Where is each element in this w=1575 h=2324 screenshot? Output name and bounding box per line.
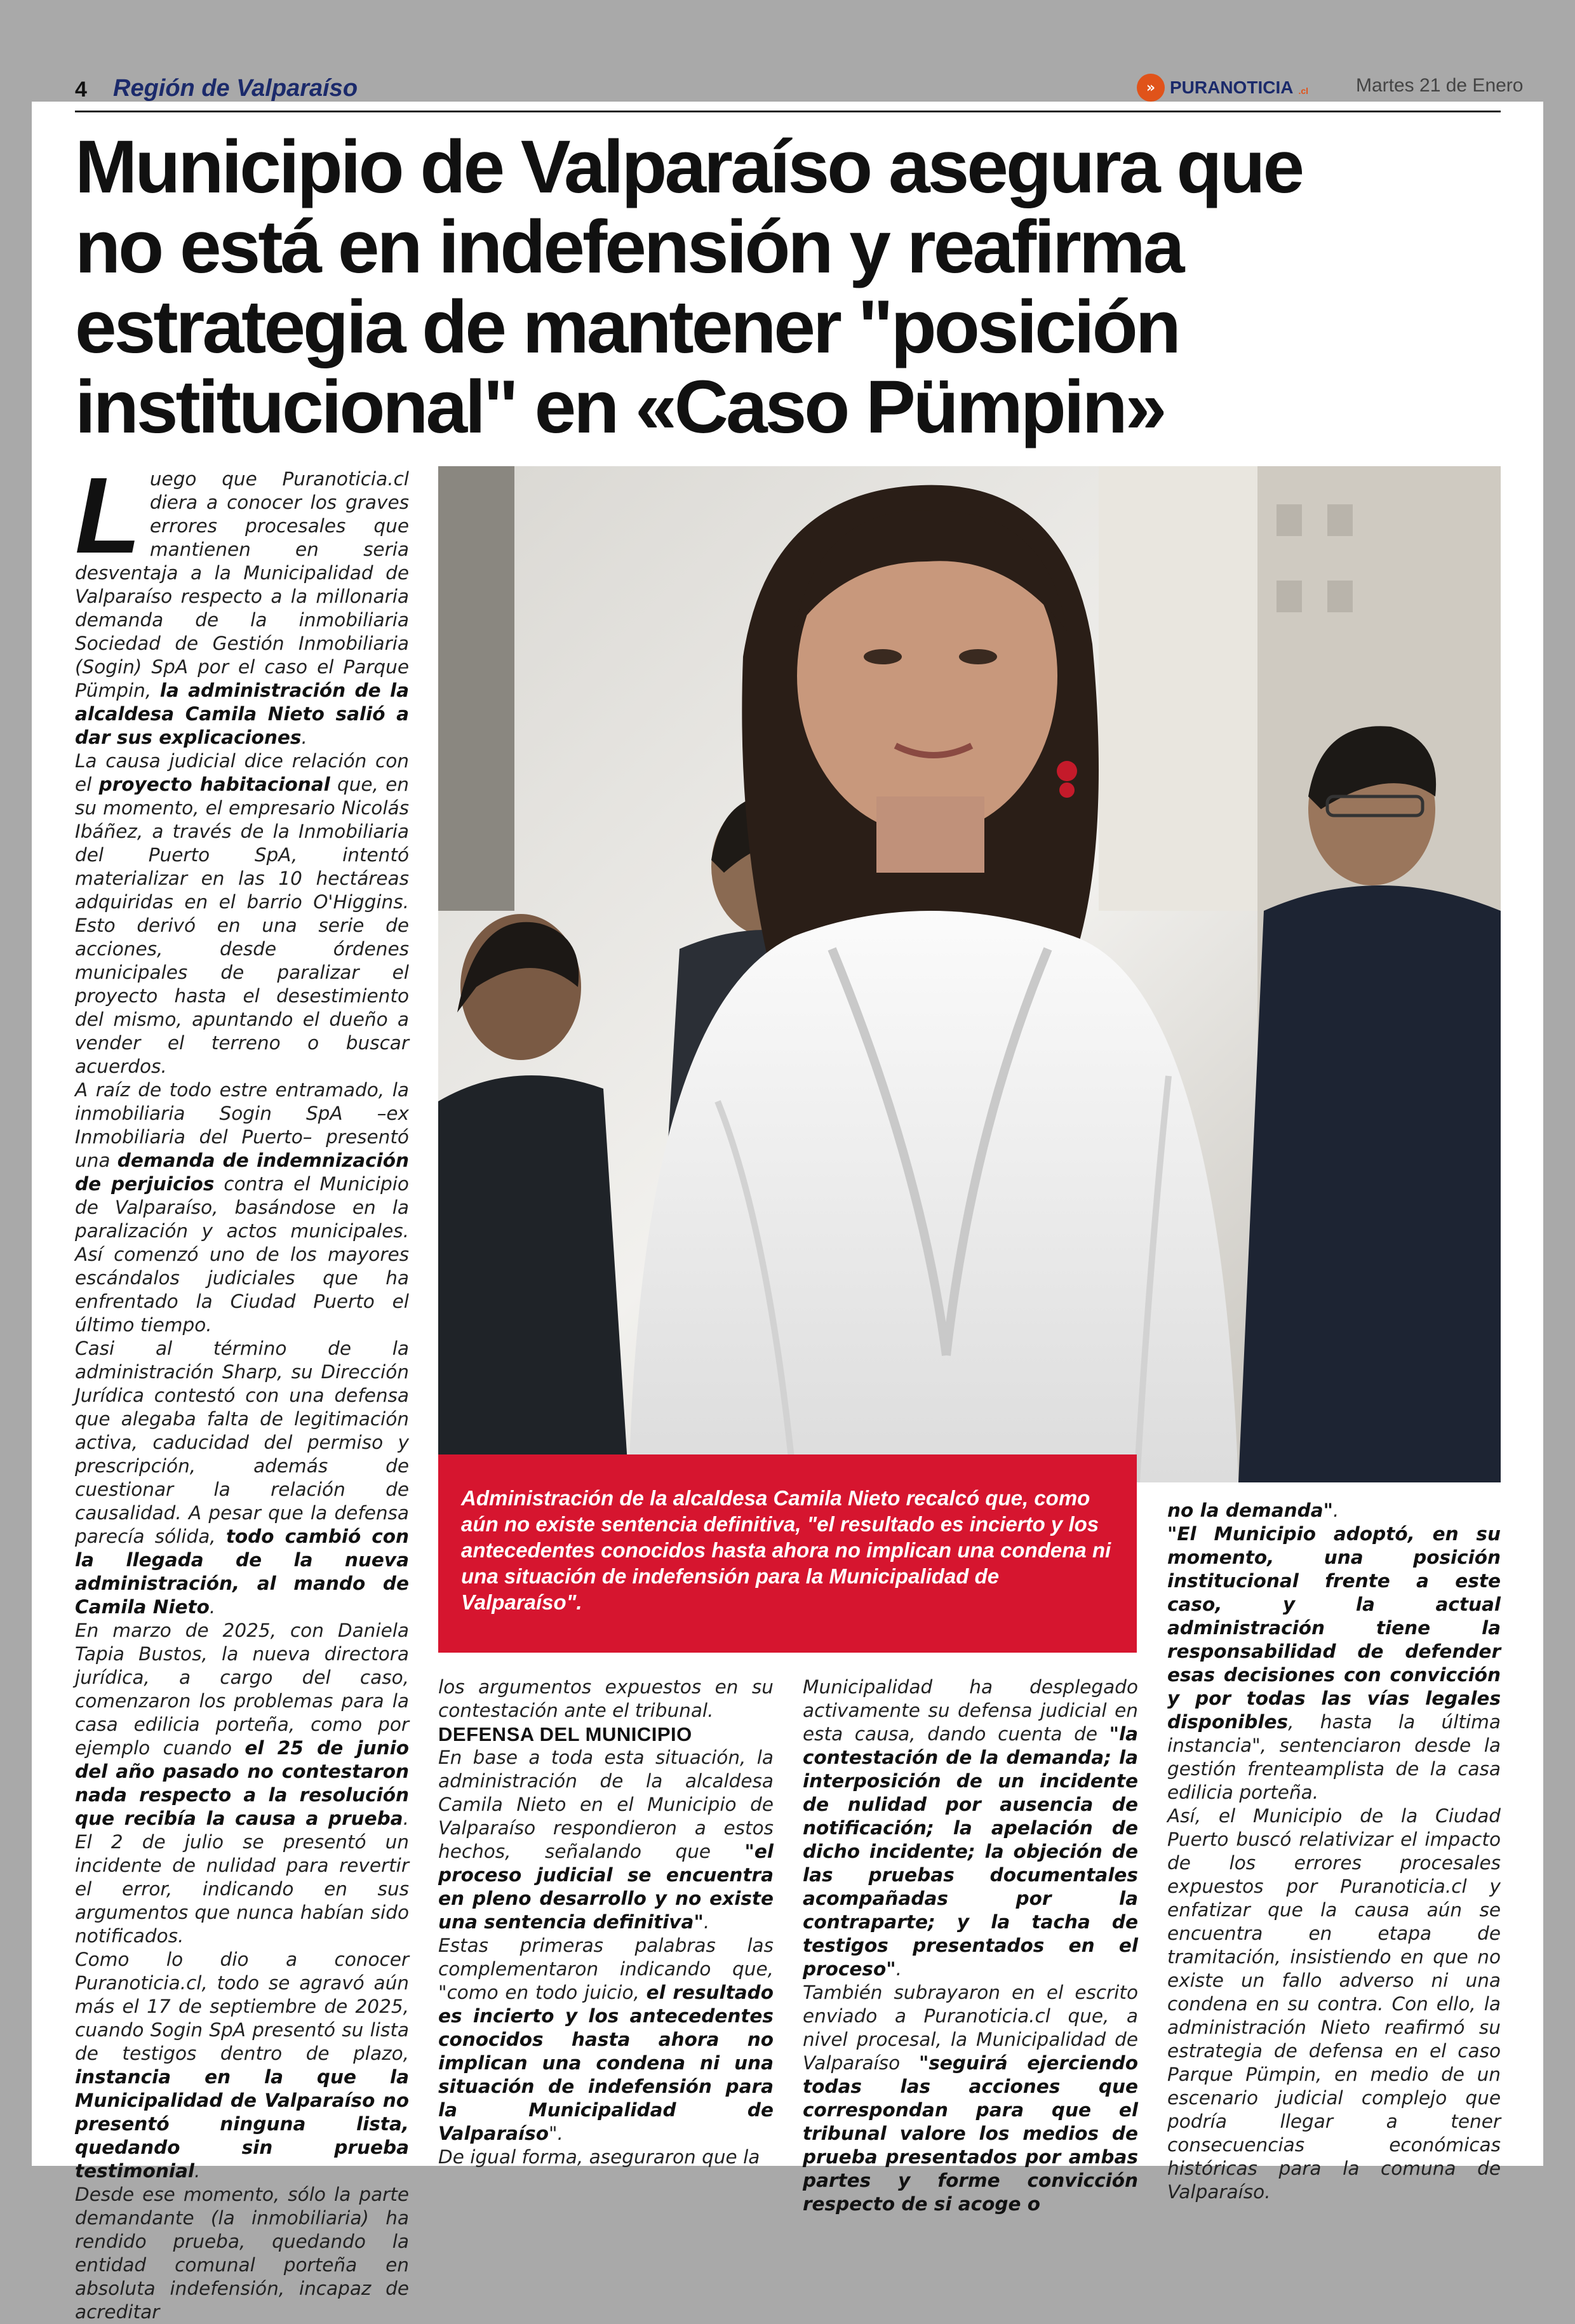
article-paragraph	[803, 1981, 1138, 2216]
body-text-run: .	[895, 1958, 902, 1980]
brand-suffix: .cl	[1298, 86, 1309, 96]
brand-logo	[1137, 74, 1308, 102]
emphasis-text: "la contestación de la demanda; la interposición de un incidente de nulidad por ausencia de notificación; la apelación de dicho incidente; la objeción de las pruebas documentales acompañadas por la contraparte; y la tacha de testigos presentados en el proceso"	[803, 1723, 1138, 1980]
article-paragraph	[438, 1676, 774, 1723]
emphasis-text: la administración de la alcaldesa Camila Nieto salió a dar sus explicaciones	[75, 680, 409, 748]
body-text-run: .	[1333, 1500, 1339, 1521]
body-text-run: En base a toda esta situación, la administración de la alcaldesa Camila Nieto en el Municipio de Valparaíso respondieron a estos hechos, señalando que	[438, 1747, 774, 1862]
drop-cap: L	[75, 455, 141, 576]
brand-arrows-icon: »	[1137, 74, 1165, 102]
article-column-2	[438, 1676, 774, 2169]
section-subheading: DEFENSA DEL MUNICIPIO	[438, 1723, 692, 1745]
article-column-4	[1167, 1499, 1501, 2204]
body-text-run: También subrayaron en el escrito enviado a Puranoticia.cl que, a nivel procesal, la Municipalidad de Valparaíso	[803, 1982, 1138, 2074]
article-paragraph	[1167, 1522, 1501, 1804]
emphasis-text: el resultado es incierto y los antecedentes conocidos hasta ahora no implican una condena ni una situación de indefensión para la Municipalidad de Valparaíso	[438, 1982, 774, 2144]
body-text-run: ".	[548, 2123, 563, 2144]
article-paragraph	[75, 2183, 409, 2324]
body-text-run: Estas primeras palabras las complementaron indicando que, "como en todo juicio,	[438, 1935, 774, 2003]
body-text-run: .	[194, 2160, 201, 2182]
body-text-run: A raíz de todo estre entramado, la inmobiliaria Sogin SpA –ex Inmobiliaria del Puerto– presentó una	[75, 1079, 409, 1171]
article-paragraph	[75, 749, 409, 1078]
article-paragraph	[803, 1676, 1138, 1981]
article-paragraph	[75, 1337, 409, 1619]
body-text-run: Así, el Municipio de la Ciudad Puerto buscó relativizar el impacto de los errores procesales expuestos por Puranoticia.cl y enfatizar que la causa aún se encuentra en etapa de tramitación, insistiendo en que no existe un fallo adverso ni una condena en su contra. Con ello, la administración Nieto reafirmó su estrategia de defensa en el caso Parque Pümpin, en medio de un escenario judicial complejo que podría llegar a tener consecuencias económicas históricas para la comuna de Valparaíso.	[1167, 1805, 1501, 2203]
article-paragraph	[75, 1948, 409, 2183]
emphasis-text: instancia en la que la Municipalidad de Valparaíso no presentó ninguna lista, quedando sin prueba testimonial	[75, 2066, 409, 2182]
body-text-run: Desde ese momento, sólo la parte demandante (la inmobiliaria) ha rendido prueba, quedando la entidad comunal porteña en absoluta indefensión, incapaz de acreditar	[75, 2184, 409, 2323]
photo-illustration	[438, 466, 1501, 1482]
column-paragraphs	[438, 1676, 774, 1723]
headline-line: institucional" en «Caso Pümpin»	[75, 365, 1165, 449]
article-paragraph	[75, 1619, 409, 1948]
emphasis-text: todo cambió con la llegada de la nueva administración, al mando de Camila Nieto	[75, 1526, 409, 1618]
body-text-run: contra el Municipio de Valparaíso, basándose en la paralización y actos municipales. Así comenzó uno de los mayores escándalos judiciales que ha enfrentado la Ciudad Puerto el último tiempo.	[75, 1173, 409, 1336]
column-paragraphs	[1167, 1499, 1501, 2204]
photo-caption: Administración de la alcaldesa Camila Nieto recalcó que, como aún no existe sentencia definitiva, "el resultado es incierto y los antecedentes conocidos hasta ahora no implican una condena ni una situación de indefensión para la Municipalidad de Valparaíso".	[461, 1486, 1111, 1614]
emphasis-text: "El Municipio adoptó, en su momento, una posición institucional frente a este caso, y la actual administración tiene la responsabilidad de defender esas decisiones con convicción y por todas las vías legales disponibles	[1167, 1523, 1501, 1733]
brand-name: PURANOTICIA	[1170, 77, 1294, 97]
body-text-run: De igual forma, aseguraron que la	[438, 2146, 760, 2168]
emphasis-text: el 25 de junio del año pasado no contestaron nada respecto a la resolución que recibía la causa a prueba	[75, 1737, 410, 1829]
news-photo	[438, 466, 1501, 1482]
headline	[75, 127, 1510, 447]
article-column-1	[75, 455, 410, 2324]
body-text-run: .	[301, 727, 307, 748]
emphasis-text: no la demanda"	[1167, 1500, 1333, 1521]
photo-caption-box	[438, 1454, 1137, 1653]
body-text-run: En marzo de 2025, con Daniela Tapia Bustos, la nueva directora jurídica, a cargo del caso, comenzaron los problemas para la casa edilicia porteña, como por ejemplo cuando	[75, 1620, 409, 1759]
column-paragraphs	[803, 1676, 1138, 2216]
article-paragraph	[1167, 1499, 1501, 1522]
section-title: Región de Valparaíso	[113, 75, 358, 102]
body-text-run: .	[703, 1911, 710, 1933]
article-paragraph	[438, 1934, 774, 2146]
article-paragraph	[438, 2146, 774, 2169]
column-paragraphs	[75, 455, 410, 2324]
emphasis-text: "el proceso judicial se encuentra en pleno desarrollo y no existe una sentencia definitiva"	[438, 1841, 774, 1933]
emphasis-text: "seguirá ejerciendo todas las acciones que correspondan para que el tribunal valore los medios de prueba presentados por ambas partes y forme convicción respecto de si acoge o	[803, 2052, 1138, 2215]
body-text-run: Casi al término de la administración Sharp, su Dirección Jurídica contestó con una defensa que alegaba falta de legitimación activa, caducidad del permiso y prescripción, además de cuestionar la relación de causalidad. A pesar que la defensa parecía sólida,	[75, 1338, 409, 1547]
article-paragraph	[75, 1078, 409, 1337]
body-text-run: que, en su momento, el empresario Nicolás Ibáñez, a través de la Inmobiliaria del Puerto SpA, intentó materializar en las 10 hectáreas adquiridas en el barrio O'Higgins. Esto derivó en una serie de acciones, desde órdenes municipales de paralizar el proyecto hasta el desestimiento del mismo, apuntando el dueño a vender el terreno o buscar acuerdos.	[75, 774, 409, 1077]
body-text-run: , hasta la última instancia", sentenciaron desde la gestión frenteamplista de la casa edilicia porteña.	[1167, 1711, 1501, 1803]
emphasis-text: proyecto habitacional	[98, 774, 330, 795]
column-paragraphs	[438, 1746, 774, 2169]
body-text-run: Como lo dio a conocer Puranoticia.cl, todo se agravó aún más el 17 de septiembre de 2025, cuando Sogin SpA presentó su lista de testigos dentro de plazo,	[75, 1949, 409, 2064]
body-text-run: Municipalidad ha desplegado activamente su defensa judicial en esta causa, dando cuenta de	[803, 1676, 1138, 1745]
issue-date: Martes 21 de Enero	[1356, 75, 1524, 96]
article-column-3	[803, 1676, 1138, 2216]
header-divider	[75, 111, 1501, 112]
article-paragraph	[1167, 1804, 1501, 2204]
body-text-run: uego que Puranoticia.cl diera a conocer los graves errores procesales que mantienen en seria desventaja a la Municipalidad de Valparaíso respecto a la millonaria demanda de la inmobiliaria Sociedad de Gestión Inmobiliaria (Sogin) SpA por el caso el Parque Pümpin,	[75, 468, 409, 701]
headline-line: no está en indefensión y reafirma	[75, 205, 1183, 289]
body-text-run: los argumentos expuestos en su contestación ante el tribunal.	[438, 1676, 774, 1721]
headline-line: estrategia de mantener "posición	[75, 285, 1179, 369]
body-text-run: La causa judicial dice relación con el	[75, 750, 409, 795]
article-paragraph	[438, 1746, 774, 1934]
body-text-run: . El 2 de julio se presentó un incidente de nulidad para revertir el error, indicando en sus argumentos que nunca habían sido notificados.	[75, 1808, 409, 1947]
body-text-run: .	[209, 1596, 216, 1618]
emphasis-text: demanda de indemnización de perjuicios	[75, 1150, 409, 1195]
headline-line: Municipio de Valparaíso asegura que	[75, 125, 1303, 209]
page-number: 4	[75, 77, 87, 102]
